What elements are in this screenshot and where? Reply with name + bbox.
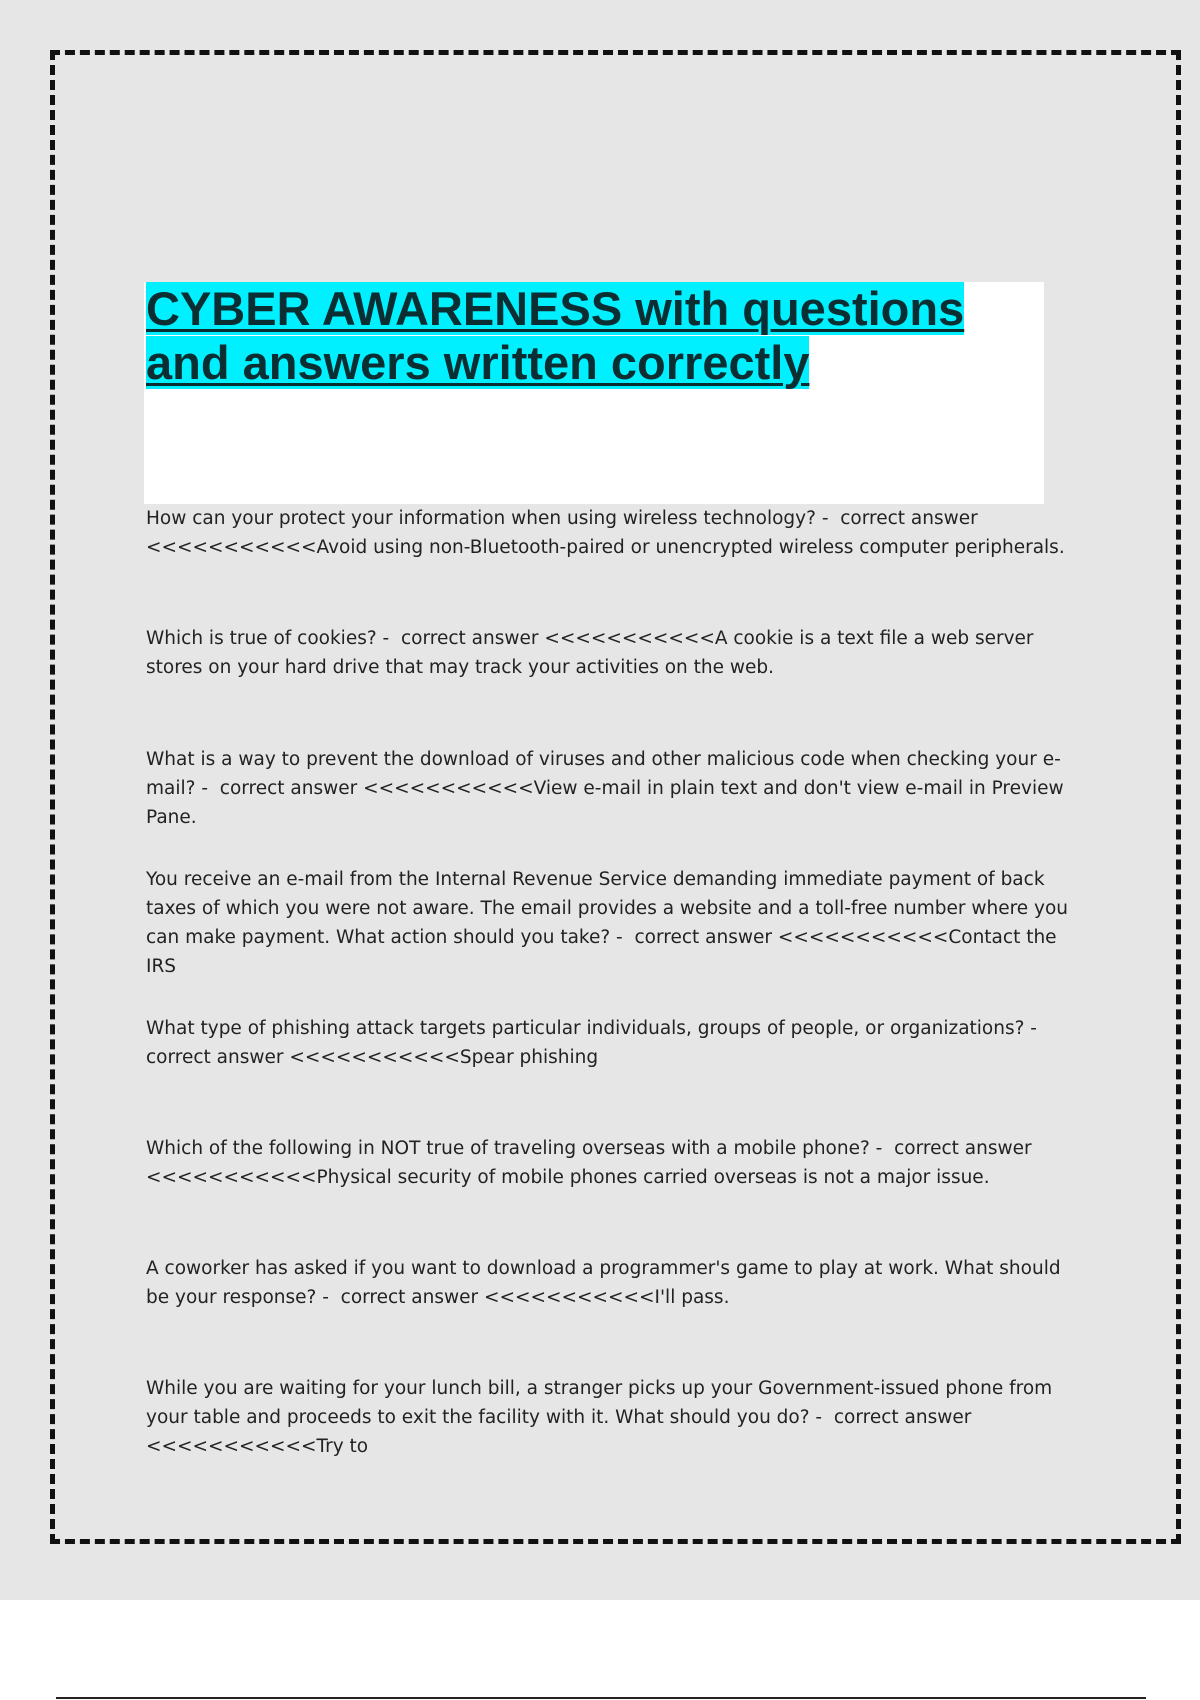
- qa-item-1: How can your protect your information when using wireless technology? - correct answer <<<<<<<<<<<Avoid using non-Bluetooth-paired or unencrypted wireless computer peripherals.: [146, 508, 1065, 558]
- qa-item-5: What type of phishing attack targets particular individuals, groups of people, or organizations? - correct answer <<<<<<<<<<<Spear phishing: [146, 1018, 1049, 1068]
- qa-item-6: Which of the following in NOT true of traveling overseas with a mobile phone? - correct answer <<<<<<<<<<<Physical security of mobile phones carried overseas is not a major issue.: [146, 1138, 1038, 1188]
- qa-item-8: While you are waiting for your lunch bill, a stranger picks up your Government-issued phone from your table and proceeds to exit the facility with it. What should you do? - correct answer <<<<<<<<<<<Try to: [146, 1378, 1059, 1457]
- footer-rule: [56, 1697, 1146, 1699]
- title-line-1: CYBER AWARENESS with questions: [146, 282, 965, 335]
- qa-item-4: You receive an e-mail from the Internal Revenue Service demanding immediate payment of back taxes of which you were not aware. The email provides a website and a toll-free number where you can make payment. What action should you take? - correct answer <<<<<<<<<<<Contact the IRS: [146, 869, 1074, 977]
- document-title: [146, 282, 1036, 390]
- qa-item-2: Which is true of cookies? - correct answer <<<<<<<<<<<A cookie is a text file a web server stores on your hard drive that may track your activities on the web.: [146, 628, 1040, 678]
- title-line-2: and answers written correctly: [146, 336, 810, 389]
- qa-item-3: What is a way to prevent the download of viruses and other malicious code when checking your e-mail? - correct answer <<<<<<<<<<<View e-mail in plain text and don't view e-mail in Preview Pane.: [146, 749, 1070, 828]
- qa-item-7: A coworker has asked if you want to download a programmer's game to play at work. What should be your response? - correct answer <<<<<<<<<<<I'll pass.: [146, 1258, 1067, 1308]
